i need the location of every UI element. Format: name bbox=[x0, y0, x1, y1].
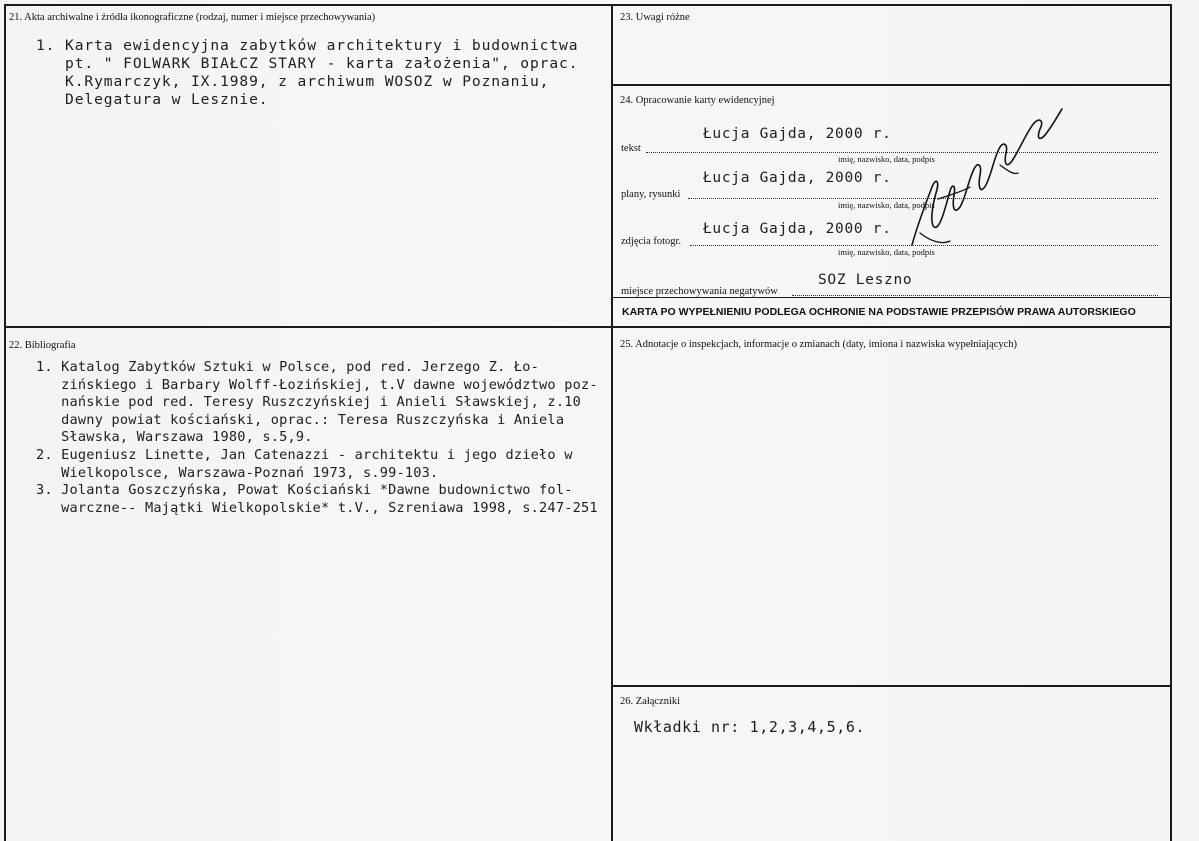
section-21-line: K.Rymarczyk, IX.1989, z archiwum WOSOZ w Poznaniu, bbox=[36, 73, 550, 90]
divider-24-25 bbox=[611, 326, 1172, 328]
plans-author-value: Łucja Gajda, 2000 r. bbox=[703, 170, 892, 186]
section-21-line: pt. " FOLWARK BIAŁCZ STARY - karta założenia", oprac. bbox=[36, 55, 579, 72]
bibliography-line: nańskie pod red. Teresy Ruszczyńskiej i Anieli Sławskiej, z.10 bbox=[36, 394, 581, 411]
center-divider bbox=[611, 4, 613, 841]
row-divider-left bbox=[4, 326, 613, 328]
section-21-line: Delegatura w Lesznie. bbox=[36, 91, 269, 108]
divider-copyright bbox=[611, 297, 1172, 298]
text-hint: imię, nazwisko, data, podpis bbox=[838, 154, 935, 164]
photos-author-value: Łucja Gajda, 2000 r. bbox=[703, 221, 892, 237]
bibliography-line: Wielkopolsce, Warszawa-Poznań 1973, s.99-103. bbox=[36, 464, 439, 481]
section-21-label: 21. Akta archiwalne i źródła ikonograficzne (rodzaj, numer i miejsce przechowywania) bbox=[9, 12, 376, 23]
section-21-line: 1. Karta ewidencyjna zabytków architektury i budownictwa bbox=[36, 37, 579, 54]
bibliography-line: warczne-- Majątki Wielkopolskie* t.V., Szreniawa 1998, s.247-251 bbox=[36, 499, 598, 516]
copyright-note: KARTA PO WYPEŁNIENIU PODLEGA OCHRONIE NA PODSTAWIE PRZEPISÓW PRAWA AUTORSKIEGO bbox=[622, 306, 1136, 318]
negatives-dotted-line bbox=[792, 295, 1158, 296]
handwritten-signature bbox=[890, 95, 1065, 270]
text-author-value: Łucja Gajda, 2000 r. bbox=[703, 126, 892, 142]
photos-row-label: zdjęcia fotogr. bbox=[621, 236, 682, 247]
section-23-label: 23. Uwagi różne bbox=[620, 12, 690, 23]
bibliography-line: 1. Katalog Zabytków Sztuki w Polsce, pod red. Jerzego Z. Ło- bbox=[36, 359, 540, 375]
frame-top bbox=[4, 4, 1172, 6]
section-24-label: 24. Opracowanie karty ewidencyjnej bbox=[620, 95, 775, 106]
divider-25-26 bbox=[611, 685, 1172, 687]
plans-row-label: plany, rysunki bbox=[621, 189, 681, 200]
bibliography-list bbox=[36, 359, 598, 517]
bibliography-line: dawny powiat kościański, oprac.: Teresa Ruszczyńska i Aniela bbox=[36, 411, 565, 428]
section-21-content bbox=[36, 37, 578, 109]
negatives-value: SOZ Leszno bbox=[818, 272, 913, 288]
text-row-label: tekst bbox=[621, 143, 641, 154]
section-26-label: 26. Załączniki bbox=[620, 696, 681, 707]
frame-left bbox=[4, 4, 6, 841]
attachments-value: Wkładki nr: 1,2,3,4,5,6. bbox=[634, 718, 866, 736]
section-25-label: 25. Adnotacje o inspekcjach, informacje o zmianach (daty, imiona i nazwiska wypełniających) bbox=[620, 339, 1018, 350]
divider-23-24 bbox=[611, 84, 1172, 86]
section-22-label: 22. Bibliografia bbox=[9, 340, 76, 351]
frame-right bbox=[1170, 4, 1172, 841]
bibliography-line: 2. Eugeniusz Linette, Jan Catenazzi - architektu i jego dzieło w bbox=[36, 446, 573, 463]
photos-hint: imię, nazwisko, data, podpis bbox=[838, 247, 935, 257]
bibliography-line: Sławska, Warszawa 1980, s.5,9. bbox=[36, 429, 313, 446]
bibliography-line: 3. Jolanta Goszczyńska, Powat Kościański *Dawne budownictwo fol- bbox=[36, 482, 573, 499]
negatives-label: miejsce przechowywania negatywów bbox=[621, 286, 778, 297]
bibliography-line: zińskiego i Barbary Wolff-Łozińskiej, t.V dawne województwo poz- bbox=[36, 376, 598, 393]
plans-hint: imię, nazwisko, data, podpis bbox=[838, 200, 935, 210]
